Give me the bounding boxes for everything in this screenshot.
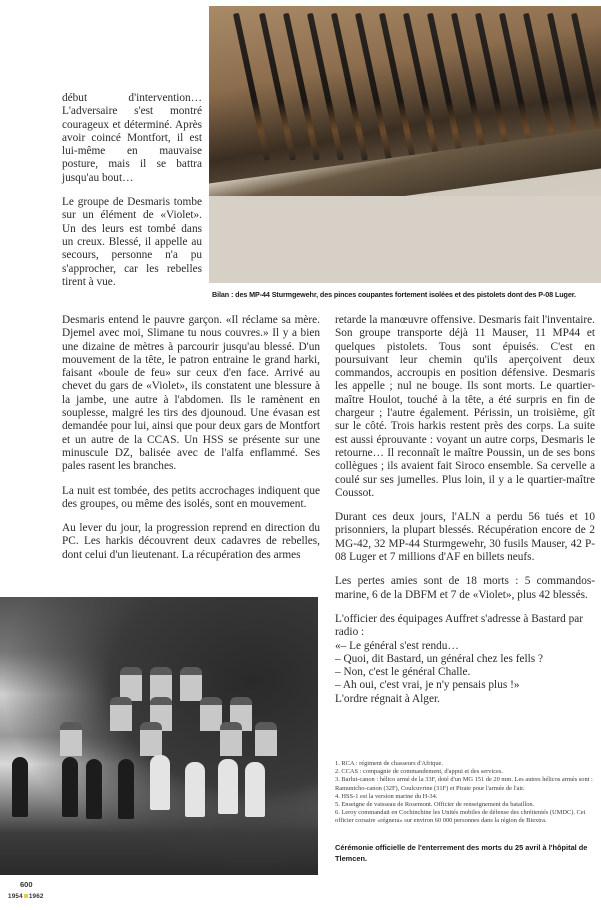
- funeral-photo: [0, 597, 318, 875]
- footnote: 4. HSS-1 est la version marine du H-34.: [335, 792, 438, 800]
- coffin-shape: [120, 667, 142, 701]
- paragraph: Au lever du jour, la progression reprend en direction du PC. Les harkis découvrent deux cadavres de rebelles, dont celui d'un lieutenant. La récupération des armes: [62, 522, 320, 561]
- dialog-line: – Non, c'est le général Challe.: [335, 666, 471, 679]
- page-number: 600: [20, 880, 33, 889]
- coffin-shape: [140, 722, 162, 756]
- year-end: 1962: [28, 893, 44, 900]
- footnote: 3. Barlut-canon : hélico armé de la 33F, doté d'un MG 151 de 20 mm. Les autres hélicos armés sont : Ramuntcho-canon (32F), Coulcuvrine (31F) et Pirate pour l'armée de l'air.: [335, 776, 593, 792]
- year-range: [8, 893, 44, 900]
- paragraph: Desmaris entend le pauvre garçon. «Il réclame sa mère. Djemel avec moi, Slimane tu nous couvres.» Il y a bien une dizaine de mètres à parcourir jusqu'au blessé. D'un mouvement de la tête, le patron entraine le grand harki, faisant «boule de feu» sur ceux d'en face. Arrivé au chevet du gars de «Violet», ils constatent une blessure à la jambe, une autre à l'abdomen. Ils le ramènent en souplesse, malgré les tirs des djounoud. Une évasan est demandée pour lui, ainsi que pour deux gars de Montfort et un autre de la CCAS. Un HSS se présente sur une minuscule DZ, balisée avec de l'alfa enflammé. Ses pales rasent les branches.: [62, 314, 320, 473]
- coffin-shape: [255, 722, 277, 756]
- ground: [209, 196, 601, 283]
- narrow-text-column: [62, 92, 202, 300]
- left-text-column: [62, 314, 320, 573]
- coffin-shape: [60, 722, 82, 756]
- person-shape: [62, 757, 78, 817]
- paragraph: retarde la manœuvre offensive. Desmaris fait l'inventaire. Son groupe transporte déjà 11 Mauser, 11 MP44 et quelques pistolets. Tous sont épuisés. C'est en poursuivant leur chemin qu'ils aperçoivent deux commandos, accroupis en position défensive. Desmaris les appelle ; nul ne bouge. Ils sont morts. Le quartier-maître Houlot, touché à la tête, a été surpris en fin de chargeur ; l'autre également. Périssin, un troisième, gît sur le côté. Trois harkis restent près des corps. La suite est aussi éprouvante : voyant un autre corps, Desmaris le retourne… Il reconnaît le maître Poussin, un de ses bons collègues ; ils avaient fait Siroco ensemble. Sa cervelle a coulé sur ses jumelles. Plus loin, il y a le quartier-maître Coussot.: [335, 314, 595, 499]
- paragraph: La nuit est tombée, des petits accrochages indiquent que des groupes, ou même des isolés, sont en mouvement.: [62, 484, 320, 510]
- paragraph: Le groupe de Desmaris tombe sur un élément de «Violet». Un des leurs est tombé dans un creux. Blessé, il appelle au secours, personne n'a pu s'approcher, car les rebelles tirent à vue.: [62, 196, 202, 288]
- square-separator-icon: [24, 894, 28, 898]
- footnotes: [335, 760, 597, 826]
- dialog-line: – Quoi, dit Bastard, un général chez les fells ?: [335, 652, 543, 665]
- coffin-shape: [200, 697, 222, 731]
- person-shape: [12, 757, 28, 817]
- year-start: 1954: [8, 893, 23, 900]
- coffin-shape: [110, 697, 132, 731]
- person-shape: [86, 759, 102, 819]
- paragraph: Durant ces deux jours, l'ALN a perdu 56 tués et 10 prisonniers, la plupart blessés. Récupération encore de 2 MG-42, 32 MP-44 Sturmgewehr, 30 fusils Mauser, 42 P-08 Luger et 7 millions d'AF en billets neufs.: [335, 511, 595, 564]
- radio-dialog: [335, 613, 595, 706]
- top-photo-caption: Bilan : des MP-44 Sturmgewehr, des pinces coupantes fortement isolées et des pistolets dont des P-08 Luger.: [212, 290, 576, 299]
- person-shape: [245, 762, 265, 817]
- dialog-line: – Ah oui, c'est vrai, je n'y pensais plus !»: [335, 679, 520, 692]
- footnote: 5. Enseigne de vaisseau de Rosemont. Officier de renseignement du bataillon.: [335, 801, 535, 809]
- paragraph: début d'intervention… L'adversaire s'est montré courageux et déterminé. Après avoir coincé Montfort, il est lui-même en mauvaise posture, mais il se battra jusqu'au bout…: [62, 92, 202, 184]
- footnote: 1. RCA : régiment de chasseurs d'Afrique.: [335, 760, 443, 767]
- footnote: 2. CCAS : compagnie de commandement, d'appui et des services.: [335, 768, 503, 776]
- right-text-column: [335, 314, 595, 706]
- person-shape: [218, 759, 238, 814]
- dialog-line: «– Le général s'est rendu…: [335, 639, 459, 652]
- bottom-photo-caption: Cérémonie officielle de l'enterrement des morts du 25 avril à l'hôpital de Tlemcen.: [335, 843, 588, 863]
- person-shape: [185, 762, 205, 817]
- coffin-shape: [150, 667, 172, 701]
- coffin-shape: [180, 667, 202, 701]
- weapons-photo: [209, 6, 601, 283]
- person-shape: [150, 755, 170, 810]
- person-shape: [118, 759, 134, 819]
- dialog-intro: L'officier des équipages Auffret s'adresse à Bastard par radio :: [335, 612, 584, 639]
- coffin-shape: [220, 722, 242, 756]
- footnote: 6. Leroy commandait en Cochinchine les Unités mobiles de défense des chrétientés (UMDC). Cet officier corsaire «régnera» sur environ 60 000 personnes dans la région de Biextra.: [335, 809, 586, 825]
- paragraph: Les pertes amies sont de 18 morts : 5 commandos-marine, 6 de la DBFM et 7 de «Violet», plus 42 blessés.: [335, 575, 595, 601]
- dialog-line: L'ordre régnait à Alger.: [335, 692, 440, 705]
